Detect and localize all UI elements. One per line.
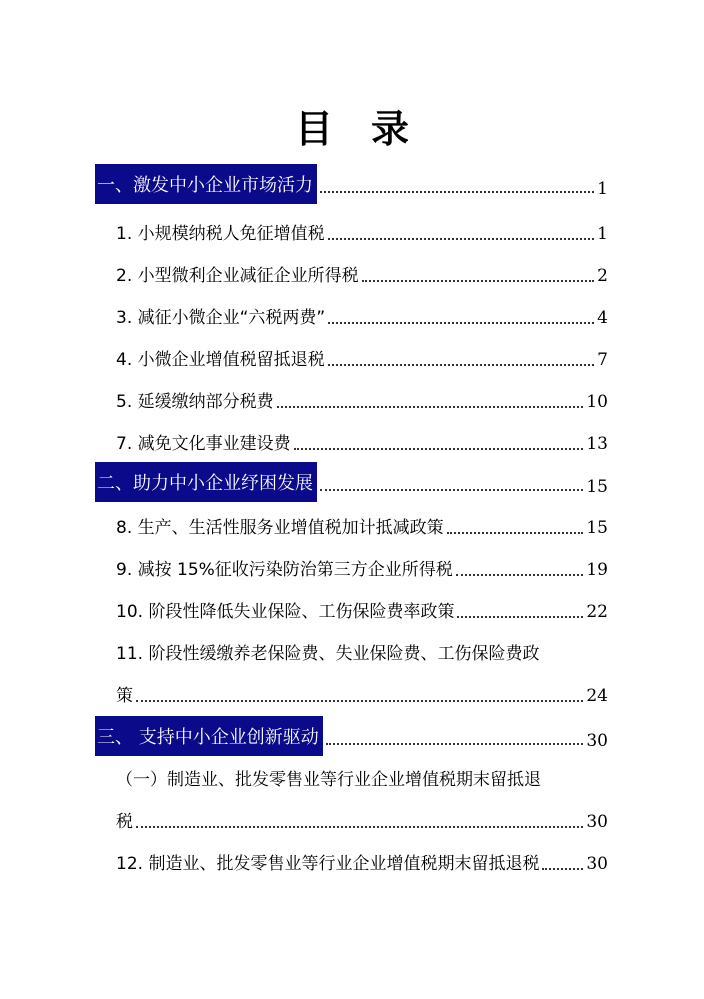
leader-dots bbox=[362, 280, 595, 282]
leader-dots bbox=[136, 700, 583, 702]
toc-page-number: 15 bbox=[586, 518, 608, 538]
leader-dots bbox=[136, 826, 583, 828]
toc-page-number: 24 bbox=[586, 686, 608, 706]
toc-item-11-line1[interactable]: 11. 阶段性缓缴养老保险费、失业保险费、工伤保险费政 bbox=[116, 644, 540, 664]
toc-page-number: 15 bbox=[586, 477, 608, 497]
leader-dots bbox=[328, 364, 595, 366]
toc-item-label: 策 bbox=[116, 686, 133, 706]
toc-item-label: 12. 制造业、批发零售业等行业企业增值税期末留抵退税 bbox=[116, 854, 540, 874]
leader-dots bbox=[277, 406, 584, 408]
toc-item-9[interactable] bbox=[116, 555, 608, 585]
toc-page-number: 2 bbox=[597, 266, 608, 286]
toc-page-number: 30 bbox=[586, 854, 608, 874]
toc-item-10[interactable] bbox=[116, 597, 608, 627]
toc-page-number: 19 bbox=[586, 560, 608, 580]
toc-item-5[interactable] bbox=[116, 387, 608, 417]
toc-page-number: 7 bbox=[597, 350, 608, 370]
toc-page-number: 30 bbox=[586, 812, 608, 832]
toc-section-label: 二、助力中小企业纾困发展 bbox=[95, 462, 317, 502]
toc-page-number: 30 bbox=[586, 731, 608, 751]
page-title: 目 录 bbox=[294, 106, 409, 151]
leader-dots bbox=[328, 238, 595, 240]
leader-dots bbox=[328, 322, 594, 324]
leader-dots bbox=[456, 574, 584, 576]
toc-page-number: 1 bbox=[597, 179, 608, 199]
toc-item-label: 税 bbox=[116, 812, 133, 832]
toc-group-1-line1[interactable]: （一）制造业、批发零售业等行业企业增值税期末留抵退 bbox=[116, 770, 541, 790]
toc-page-number: 13 bbox=[586, 434, 608, 454]
leader-dots bbox=[320, 191, 594, 193]
toc-item-label: 7. 减免文化事业建设费 bbox=[116, 434, 291, 454]
toc-item-12[interactable] bbox=[116, 849, 608, 879]
toc-item-7[interactable] bbox=[116, 429, 608, 459]
toc-item-4[interactable] bbox=[116, 345, 608, 375]
leader-dots bbox=[542, 868, 583, 870]
toc-section-3[interactable] bbox=[95, 716, 608, 756]
toc-page-number: 1 bbox=[597, 224, 608, 244]
leader-dots bbox=[320, 489, 583, 491]
leader-dots bbox=[457, 616, 583, 618]
toc-item-1[interactable] bbox=[116, 219, 608, 249]
toc-section-label: 三、 支持中小企业创新驱动 bbox=[95, 716, 323, 756]
toc-page-number: 22 bbox=[586, 602, 608, 622]
toc-section-2[interactable] bbox=[95, 462, 608, 502]
toc-item-label: 4. 小微企业增值税留抵退税 bbox=[116, 350, 325, 370]
leader-dots bbox=[447, 532, 584, 534]
toc-item-label: 5. 延缓缴纳部分税费 bbox=[116, 392, 274, 412]
toc-item-label: 2. 小型微利企业减征企业所得税 bbox=[116, 266, 359, 286]
toc-item-label: 9. 减按 15%征收污染防治第三方企业所得税 bbox=[116, 560, 453, 580]
toc-item-3[interactable] bbox=[116, 303, 608, 333]
toc-item-label: 1. 小规模纳税人免征增值税 bbox=[116, 224, 325, 244]
toc-section-label: 一、激发中小企业市场活力 bbox=[95, 164, 317, 204]
toc-page-number: 4 bbox=[597, 308, 608, 328]
toc-item-2[interactable] bbox=[116, 261, 608, 291]
toc-item-label: 3. 减征小微企业“六税两费” bbox=[116, 308, 326, 328]
toc-item-8[interactable] bbox=[116, 513, 608, 543]
toc-page-number: 10 bbox=[586, 392, 608, 412]
toc-item-label: 10. 阶段性降低失业保险、工伤保险费率政策 bbox=[116, 602, 455, 622]
toc-section-1[interactable] bbox=[95, 164, 608, 204]
toc-item-11[interactable] bbox=[116, 681, 608, 711]
leader-dots bbox=[294, 448, 584, 450]
toc-item-label: 8. 生产、生活性服务业增值税加计抵减政策 bbox=[116, 518, 444, 538]
toc-group-1[interactable] bbox=[116, 807, 608, 837]
leader-dots bbox=[326, 743, 584, 745]
